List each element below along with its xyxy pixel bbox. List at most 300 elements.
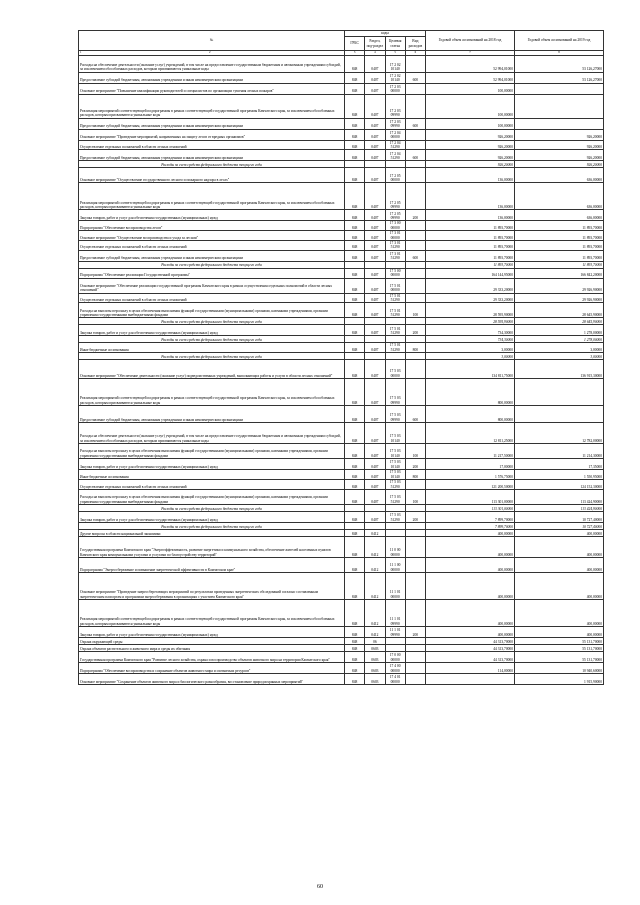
row-amount-2019: 55 131,70000 (515, 637, 604, 644)
row-grbs: 848 (345, 325, 365, 336)
row-grbs: 848 (345, 231, 365, 241)
row-amount-2018: 164 144,95000 (426, 268, 515, 278)
row-vid (405, 231, 425, 241)
row-grbs: 848 (345, 94, 365, 118)
row-grbs (345, 504, 365, 511)
row-grbs: 848 (345, 529, 365, 536)
row-amount-2018: 1 576,75000 (426, 470, 515, 480)
row-razdel: 0603 (365, 662, 385, 673)
row-razdel: 0407 (365, 480, 385, 490)
row-vid: 100 (405, 444, 425, 459)
row-amount-2019: 11 893,70000 (515, 250, 604, 261)
row-amount-2019: 926,20000 (515, 150, 604, 161)
row-grbs: 848 (345, 221, 365, 231)
row-grbs: 848 (345, 83, 365, 94)
row-grbs: 848 (345, 572, 365, 599)
row-razdel: 0407 (365, 470, 385, 480)
row-name: Охрана объектов растительного и животного мира и среды их обитания (79, 644, 345, 651)
row-amount-2018: 113 301,00000 (426, 489, 515, 504)
row-name: Предоставление субсидий бюджетным, автономным учреждениям и иным некоммерческим организациям (79, 250, 345, 261)
row-amount-2018: 926,20000 (426, 129, 515, 140)
row-amount-2019: 53 126,27000 (515, 55, 604, 72)
row-razdel: 0407 (365, 459, 385, 470)
row-amount-2019: 55 131,70000 (515, 651, 604, 662)
row-grbs: 848 (345, 72, 365, 83)
col-num-5: 5 (385, 51, 405, 56)
row-target: 11 1 00 00000 (385, 557, 405, 572)
row-grbs (345, 318, 365, 325)
row-amount-2018: 114,00000 (426, 662, 515, 673)
row-name: Подпрограмма "Обеспечение воспроизводства и сохранение объектов животного мира и охотничьих ресурсов" (79, 662, 345, 673)
row-amount-2019: 926,20000 (515, 129, 604, 140)
row-name: Расходы за счет средств федерального бюджета текущего года (79, 353, 345, 360)
row-amount-2018: 100,00000 (426, 83, 515, 94)
row-amount-2019: 28 645,90000 (515, 303, 604, 318)
row-vid (405, 94, 425, 118)
table-row (79, 261, 604, 268)
row-grbs: 848 (345, 303, 365, 318)
row-amount-2019 (515, 94, 604, 118)
row-vid: 100 (405, 303, 425, 318)
row-target (385, 637, 405, 644)
row-amount-2019: 400,00000 (515, 572, 604, 599)
row-razdel: 0603 (365, 673, 385, 684)
row-grbs: 848 (345, 406, 365, 423)
row-vid: 200 (405, 210, 425, 221)
row-grbs: 848 (345, 129, 365, 140)
row-vid (405, 268, 425, 278)
row-amount-2019: 1 915,90000 (515, 673, 604, 684)
row-amount-2019: 1 278,00000 (515, 325, 604, 336)
row-amount-2018: 136,00000 (426, 183, 515, 210)
row-target: 17 5 03 00000 (385, 360, 405, 379)
header-2019: Годовой объем ассигнований на 2019 год (515, 31, 604, 51)
row-amount-2018: 11 893,70000 (426, 241, 515, 251)
row-grbs (345, 353, 365, 360)
row-vid (405, 637, 425, 644)
row-amount-2018: 400,00000 (426, 529, 515, 536)
row-grbs: 848 (345, 278, 365, 293)
row-name: Основное мероприятие "Обеспечение деятельности (оказание услуг) подведомственных учреждений, выполняющих работы и услуги в области лесных отношений" (79, 360, 345, 379)
row-name: Предоставление субсидий бюджетным, автономным учреждениям и иным некоммерческим организациям (79, 406, 345, 423)
row-vid (405, 168, 425, 183)
row-amount-2018: 800,00000 (426, 379, 515, 406)
row-target: 17 5 00 00000 (385, 268, 405, 278)
table-row (79, 379, 604, 406)
row-vid (405, 221, 425, 231)
row-razdel: 0412 (365, 626, 385, 637)
row-vid (405, 504, 425, 511)
row-amount-2018: 52 994,01000 (426, 72, 515, 83)
col-num-3: 3 (345, 51, 365, 56)
row-target (385, 522, 405, 529)
row-amount-2019 (515, 379, 604, 406)
row-amount-2019: 55 131,70000 (515, 644, 604, 651)
row-vid: 200 (405, 325, 425, 336)
row-target: 17 3 01 51290 (385, 250, 405, 261)
row-razdel: 0407 (365, 511, 385, 522)
table-row (79, 168, 604, 183)
row-amount-2018: 400,00000 (426, 572, 515, 599)
row-target: 17 2 05 09990 (385, 210, 405, 221)
row-amount-2018: 3,00000 (426, 343, 515, 353)
row-amount-2019: 28 645,90000 (515, 318, 604, 325)
row-target: 17 5 03 10140 (385, 470, 405, 480)
row-amount-2018: 44 313,70000 (426, 644, 515, 651)
row-name: Иные бюджетные ассигнования (79, 343, 345, 353)
row-grbs: 848 (345, 118, 365, 129)
row-grbs: 848 (345, 651, 365, 662)
row-target: 17 2 03 09990 (385, 118, 405, 129)
row-vid: 800 (405, 343, 425, 353)
row-vid: 100 (405, 489, 425, 504)
row-amount-2019: 636,00000 (515, 210, 604, 221)
row-amount-2019: 10 940,60000 (515, 662, 604, 673)
row-amount-2018: 400,00000 (426, 557, 515, 572)
row-amount-2019: 400,00000 (515, 626, 604, 637)
row-name: Предоставление субсидий бюджетным, автономным учреждениям и иным некоммерческим организациям (79, 72, 345, 83)
table-row (79, 231, 604, 241)
row-name: Закупка товаров, работ и услуг для обеспечения государственных (муниципальных) нужд (79, 325, 345, 336)
col-num-2: 2 (209, 50, 211, 54)
row-grbs: 848 (345, 423, 365, 444)
row-grbs: 848 (345, 55, 365, 72)
row-target (385, 318, 405, 325)
col-num-4: 4 (365, 51, 385, 56)
row-amount-2018: 926,20000 (426, 150, 515, 161)
row-amount-2019: 113 424,90000 (515, 504, 604, 511)
row-target: 17 5 01 00000 (385, 278, 405, 293)
table-header (79, 31, 604, 56)
row-amount-2018: 11 893,70000 (426, 221, 515, 231)
table-row (79, 303, 604, 318)
row-amount-2019: 29 926,90000 (515, 278, 604, 293)
row-name: Основное мероприятие "Проведение энергосберегающих мероприятий по результатам проведенных энергетических обследований согласно составленным энергетическим паспортам и программам энергосбережения в организациях с участием Камчатского края" (79, 572, 345, 599)
row-razdel: 0407 (365, 183, 385, 210)
row-grbs: 848 (345, 644, 365, 651)
row-razdel (365, 522, 385, 529)
row-name: Подпрограмма "Энергосбережение и повышение энергетической эффективности в Камчатском крае" (79, 557, 345, 572)
row-amount-2018: 11 893,70000 (426, 250, 515, 261)
row-amount-2018: 121 200,50000 (426, 480, 515, 490)
row-razdel: 0407 (365, 150, 385, 161)
row-vid: 600 (405, 118, 425, 129)
table-row (79, 210, 604, 221)
row-razdel: 0407 (365, 268, 385, 278)
row-amount-2018: 29 333,20000 (426, 293, 515, 303)
row-target: 17 5 03 09990 (385, 406, 405, 423)
table-row (79, 626, 604, 637)
table-row (79, 325, 604, 336)
row-name: Осуществление отдельных полномочий в области лесных отношений (79, 140, 345, 150)
row-vid (405, 183, 425, 210)
row-target: 17 3 01 00000 (385, 231, 405, 241)
row-amount-2019: 636,00000 (515, 168, 604, 183)
table-row (79, 360, 604, 379)
row-amount-2018: 28 595,90000 (426, 318, 515, 325)
row-grbs: 848 (345, 444, 365, 459)
row-razdel: 0407 (365, 140, 385, 150)
row-vid (405, 353, 425, 360)
page-number: 60 (317, 884, 323, 890)
row-name: Расходы на выплаты персоналу в целях обеспечения выполнения функций государственными (муниципальными) органами, казенными учреждениями, органами управления государственными внебюджетными фондами (79, 489, 345, 504)
row-amount-2019: 10 727,40000 (515, 522, 604, 529)
row-name: Основное мероприятие "Проведение мероприятий, направленных на защиту лесов от вредных организмов" (79, 129, 345, 140)
table-row (79, 644, 604, 651)
row-amount-2018: 12 811,25000 (426, 423, 515, 444)
row-target: 17 5 03 10140 (385, 444, 405, 459)
row-grbs: 848 (345, 360, 365, 379)
row-name: Государственная программа Камчатского края "Энергоэффективность, развитие энергетики и коммунального хозяйства, обеспечение жителей населенных пунктов Камчатского края коммунальными услугами и услугами по благоустройству территорий" (79, 536, 345, 557)
row-razdel: 0407 (365, 343, 385, 353)
row-name: Другие вопросы в области национальной экономики (79, 529, 345, 536)
row-grbs: 848 (345, 183, 365, 210)
row-name: Реализация мероприятий соответствующей подпрограммы в рамках соответствующей государственной программы Камчатского края, за исключением обособленных расходов, которым присваиваются уникальные коды (79, 599, 345, 626)
row-vid (405, 336, 425, 343)
row-vid (405, 318, 425, 325)
row-name: Закупка товаров, работ и услуг для обеспечения государственных (муниципальных) нужд (79, 626, 345, 637)
row-razdel: 0407 (365, 72, 385, 83)
header-codes: коды (345, 31, 426, 37)
row-name: Предоставление субсидий бюджетным, автономным учреждениям и иным некоммерческим организациям (79, 150, 345, 161)
row-name: Закупка товаров, работ и услуг для обеспечения государственных (муниципальных) нужд (79, 459, 345, 470)
row-name: Основное мероприятие "Осуществление государственного лесного и пожарного надзора в лесах" (79, 168, 345, 183)
row-razdel: 0407 (365, 423, 385, 444)
row-target: 17 2 02 10140 (385, 55, 405, 72)
row-name: Расходы за счет средств федерального бюджета текущего года (79, 336, 345, 343)
row-grbs: 848 (345, 489, 365, 504)
row-vid (405, 662, 425, 673)
table-row (79, 343, 604, 353)
row-name: Расходы за счет средств федерального бюджета текущего года (79, 318, 345, 325)
row-vid: 600 (405, 150, 425, 161)
row-vid (405, 278, 425, 293)
row-amount-2019: 124 152,30000 (515, 480, 604, 490)
row-vid (405, 293, 425, 303)
row-amount-2019: 11 893,70000 (515, 261, 604, 268)
row-amount-2019: 400,00000 (515, 557, 604, 572)
row-amount-2019: 3,00000 (515, 343, 604, 353)
row-vid (405, 651, 425, 662)
row-name: Расходы за счет средств федерального бюджета текущего года (79, 504, 345, 511)
table-row (79, 278, 604, 293)
row-grbs: 848 (345, 150, 365, 161)
budget-table (78, 30, 604, 685)
row-amount-2018: 136,00000 (426, 168, 515, 183)
row-amount-2018: 113 301,00000 (426, 504, 515, 511)
row-target (385, 644, 405, 651)
table-row (79, 489, 604, 504)
table-row (79, 118, 604, 129)
row-name: Иные бюджетные ассигнования (79, 470, 345, 480)
row-vid (405, 673, 425, 684)
row-amount-2019: 11 214,30000 (515, 444, 604, 459)
row-grbs (345, 161, 365, 168)
header-2018: Годовой объем ассигнований на 2018 год (426, 31, 515, 51)
row-grbs: 848 (345, 536, 365, 557)
table-row (79, 293, 604, 303)
row-razdel: 0407 (365, 129, 385, 140)
row-target: 17 5 03 51290 (385, 489, 405, 504)
row-amount-2018: 800,00000 (426, 406, 515, 423)
row-target: 17 5 03 10140 (385, 459, 405, 470)
row-grbs: 848 (345, 673, 365, 684)
table-row (79, 94, 604, 118)
row-target: 17 4 00 00000 (385, 662, 405, 673)
row-amount-2019: 3,00000 (515, 353, 604, 360)
col-num-cell (79, 51, 345, 56)
row-amount-2019: 10 727,40000 (515, 511, 604, 522)
row-amount-2018: 44 313,70000 (426, 637, 515, 644)
row-vid (405, 644, 425, 651)
table-row (79, 504, 604, 511)
row-amount-2018: 926,20000 (426, 161, 515, 168)
table-row (79, 470, 604, 480)
row-razdel: 0407 (365, 379, 385, 406)
col-num-7: 7 (426, 51, 515, 56)
row-name: Расходы на обеспечение деятельности (оказание услуг) учреждений, в том числе на предоставление государственным бюджетным и автономным учреждениям субсидий, за исключением обособленных расходов, которым присваиваются уникальные коды (79, 55, 345, 72)
row-grbs: 848 (345, 599, 365, 626)
row-target: 17 4 01 00000 (385, 673, 405, 684)
header-razdel: Раздел, под-раздел (365, 37, 385, 51)
col-num-1: 1 (80, 50, 82, 54)
row-name: Осуществление отдельных полномочий в области лесных отношений (79, 241, 345, 251)
row-amount-2018: 7 899,70000 (426, 511, 515, 522)
row-name: Закупка товаров, работ и услуг для обеспечения государственных (муниципальных) нужд (79, 511, 345, 522)
row-amount-2019: 53 126,27000 (515, 72, 604, 83)
row-razdel: 0412 (365, 572, 385, 599)
row-razdel (365, 504, 385, 511)
table-row (79, 572, 604, 599)
row-vid (405, 140, 425, 150)
row-target: 17 2 03 09990 (385, 94, 405, 118)
row-grbs: 848 (345, 210, 365, 221)
row-grbs: 848 (345, 511, 365, 522)
row-amount-2019 (515, 118, 604, 129)
row-amount-2018: 28 595,90000 (426, 303, 515, 318)
table-row (79, 268, 604, 278)
table-body (79, 55, 604, 684)
row-target: 17 2 02 10140 (385, 72, 405, 83)
row-amount-2018: 734,30000 (426, 325, 515, 336)
row-amount-2018: 3,00000 (426, 353, 515, 360)
table-row (79, 444, 604, 459)
row-amount-2019: 11 893,70000 (515, 241, 604, 251)
row-razdel: 0407 (365, 221, 385, 231)
row-amount-2018: 100,00000 (426, 94, 515, 118)
row-amount-2019: 636,00000 (515, 183, 604, 210)
row-amount-2018: 400,00000 (426, 536, 515, 557)
row-razdel: 0407 (365, 168, 385, 183)
row-target (385, 529, 405, 536)
table-row (79, 637, 604, 644)
row-target: 17 2 05 00000 (385, 168, 405, 183)
row-name: Расходы за счет средств федерального бюджета текущего года (79, 522, 345, 529)
row-amount-2018: 29 333,20000 (426, 278, 515, 293)
table-row (79, 353, 604, 360)
row-amount-2019: 17,35000 (515, 459, 604, 470)
table-row (79, 336, 604, 343)
table-row (79, 183, 604, 210)
row-name: Охрана окружающей среды (79, 637, 345, 644)
row-amount-2019: 1 278,00000 (515, 336, 604, 343)
row-target: 11 1 01 09990 (385, 599, 405, 626)
col-num-6: 6 (405, 51, 425, 56)
row-vid (405, 536, 425, 557)
row-target: 17 2 04 51290 (385, 150, 405, 161)
table-row (79, 55, 604, 72)
row-razdel: 06 (365, 637, 385, 644)
row-target: 17 5 01 51290 (385, 293, 405, 303)
row-amount-2019: 29 926,90000 (515, 293, 604, 303)
row-vid (405, 480, 425, 490)
row-target: 17 2 04 00000 (385, 129, 405, 140)
row-target: 17 2 04 51290 (385, 140, 405, 150)
row-target (385, 336, 405, 343)
row-grbs: 848 (345, 459, 365, 470)
table-row (79, 150, 604, 161)
row-target: 17 2 03 00000 (385, 83, 405, 94)
row-name: Расходы за счет средств федерального бюджета текущего года (79, 161, 345, 168)
table-row (79, 221, 604, 231)
row-grbs: 848 (345, 250, 365, 261)
row-grbs: 848 (345, 637, 365, 644)
col-num-8: 8 (515, 51, 604, 56)
row-razdel: 0603 (365, 644, 385, 651)
row-target: 17 5 03 09990 (385, 379, 405, 406)
row-target: 11 1 01 09990 (385, 626, 405, 637)
row-razdel: 0407 (365, 231, 385, 241)
row-amount-2018: 44 313,70000 (426, 651, 515, 662)
row-target: 17 2 05 09990 (385, 183, 405, 210)
row-amount-2019: 12 782,00000 (515, 423, 604, 444)
table-row (79, 536, 604, 557)
table-row (79, 662, 604, 673)
row-razdel: 0407 (365, 210, 385, 221)
row-grbs: 848 (345, 241, 365, 251)
row-amount-2019: 166 842,20000 (515, 268, 604, 278)
row-vid (405, 557, 425, 572)
row-razdel: 0407 (365, 118, 385, 129)
row-vid (405, 360, 425, 379)
row-razdel: 0407 (365, 94, 385, 118)
row-vid (405, 522, 425, 529)
row-razdel (365, 261, 385, 268)
row-grbs: 848 (345, 268, 365, 278)
table-row (79, 529, 604, 536)
row-razdel: 0407 (365, 406, 385, 423)
row-razdel: 0412 (365, 557, 385, 572)
row-amount-2019: 400,00000 (515, 529, 604, 536)
row-vid (405, 161, 425, 168)
row-target: 17 5 01 51290 (385, 343, 405, 353)
row-target: 17 5 01 51290 (385, 325, 405, 336)
row-vid (405, 55, 425, 72)
row-amount-2019: 400,00000 (515, 536, 604, 557)
row-grbs: 848 (345, 662, 365, 673)
row-target: 17 5 03 51290 (385, 511, 405, 522)
row-target (385, 504, 405, 511)
row-amount-2018: 11 893,70000 (426, 231, 515, 241)
row-vid: 200 (405, 626, 425, 637)
row-amount-2019: 400,00000 (515, 599, 604, 626)
row-name: Основное мероприятие "Обеспечение реализации государственной программы Камчатского края в рамках осуществления отдельных полномочий в области лесных отношений" (79, 278, 345, 293)
row-name: Основное мероприятие "Сохранение объектов животного мира и биологического разнообразия, восстановление природоохранных мероприятий" (79, 673, 345, 684)
row-vid (405, 599, 425, 626)
row-vid: 200 (405, 459, 425, 470)
row-name: Основное мероприятие "Осуществление воспроизводства и ухода за лесами" (79, 231, 345, 241)
row-amount-2019: 926,20000 (515, 140, 604, 150)
